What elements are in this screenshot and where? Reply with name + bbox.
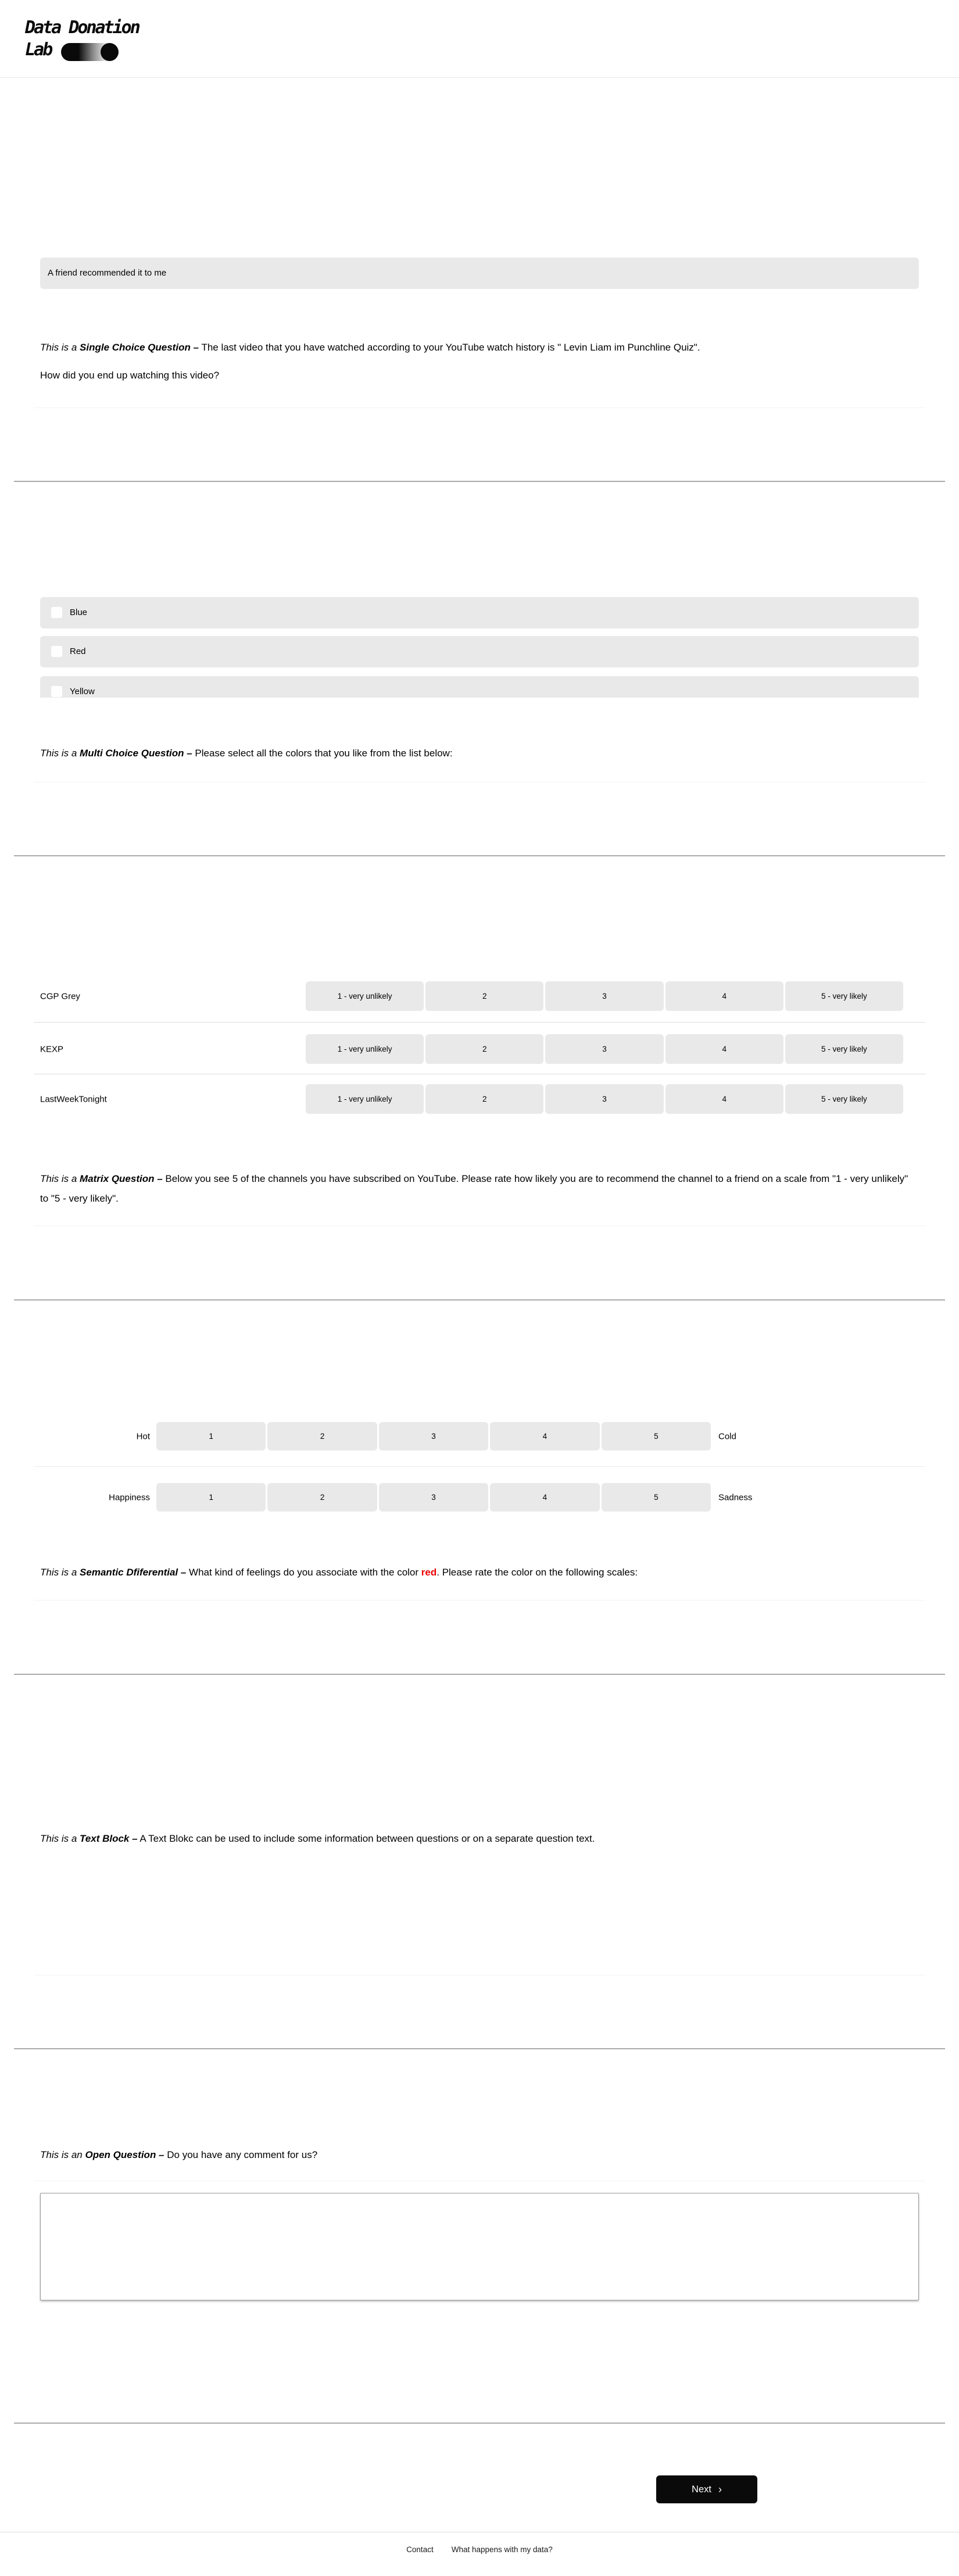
semantic-scale-button-5[interactable]: 5 xyxy=(602,1483,711,1512)
matrix-row-divider xyxy=(34,1022,925,1023)
single-choice-option[interactable] xyxy=(40,258,919,289)
toggle-switch-icon xyxy=(61,43,119,61)
next-button[interactable] xyxy=(656,2475,757,2503)
section-separator xyxy=(14,2048,945,2049)
matrix-question-text: This is a Matrix Question – Below you see 5 of the channels you have subscribed on YouTube. Please rate how likely you are to recommend the channel to a friend on a scale from "1 - very unlikely" to "5 - very likely". xyxy=(40,1173,908,1204)
section-separator xyxy=(14,1299,945,1300)
section-separator xyxy=(14,855,945,856)
section-separator xyxy=(14,2423,945,2424)
semantic-scale-button-1[interactable]: 1 xyxy=(156,1483,266,1512)
semantic-scale-button-3[interactable]: 3 xyxy=(379,1483,488,1512)
multi-choice-option-yellow[interactable] xyxy=(40,676,919,698)
question-hairline xyxy=(34,782,925,783)
matrix-scale-button-3[interactable]: 3 xyxy=(545,1034,663,1064)
semantic-question-text: This is a Semantic Dfiferential – What kind of feelings do you associate with the color red. Please rate the color on the following scales: xyxy=(40,1567,638,1578)
header-divider xyxy=(0,77,959,78)
semantic-row-divider xyxy=(34,1466,925,1467)
section-separator xyxy=(14,481,945,482)
text-block: This is a Text Block – A Text Blokc can be used to include some information between questions or on a separate question text. xyxy=(40,1833,595,1844)
matrix-scale-button-2[interactable]: 2 xyxy=(425,981,543,1011)
semantic-scale-button-2[interactable]: 2 xyxy=(267,1422,377,1450)
contact-link[interactable]: Contact xyxy=(406,2545,434,2554)
semantic-scale-button-4[interactable]: 4 xyxy=(490,1483,599,1512)
semantic-scale-button-5[interactable]: 5 xyxy=(602,1422,711,1450)
semantic-row-happiness-sadness xyxy=(40,1483,919,1512)
matrix-row-kexp xyxy=(40,1034,919,1064)
option-label: Red xyxy=(70,646,86,656)
matrix-scale-button-5[interactable]: 5 - very likely xyxy=(785,981,903,1011)
chevron-right-icon: › xyxy=(718,2484,722,2495)
checkbox[interactable] xyxy=(51,646,62,657)
matrix-scale-button-4[interactable]: 4 xyxy=(665,1034,783,1064)
matrix-scale-button-5[interactable]: 5 - very likely xyxy=(785,1034,903,1064)
footer xyxy=(0,2545,959,2554)
checkbox[interactable] xyxy=(51,686,62,697)
matrix-row-label: KEXP xyxy=(40,1044,64,1054)
matrix-scale-button-2[interactable]: 2 xyxy=(425,1034,543,1064)
matrix-scale-button-3[interactable]: 3 xyxy=(545,1084,663,1114)
comment-textarea[interactable] xyxy=(40,2193,919,2300)
multi-choice-option-blue[interactable] xyxy=(40,597,919,628)
matrix-scale-button-5[interactable]: 5 - very likely xyxy=(785,1084,903,1114)
logo-line1: Data Donation xyxy=(25,17,139,38)
semantic-scale-button-4[interactable]: 4 xyxy=(490,1422,599,1450)
semantic-left-label: Hot xyxy=(136,1431,150,1441)
matrix-row-lastweektonight xyxy=(40,1084,919,1114)
logo-line2: Lab xyxy=(25,39,52,60)
matrix-row-cgp-grey xyxy=(40,981,919,1011)
matrix-scale-button-4[interactable]: 4 xyxy=(665,1084,783,1114)
semantic-scale-button-3[interactable]: 3 xyxy=(379,1422,488,1450)
toggle-knob-icon xyxy=(101,43,119,61)
section-separator xyxy=(14,1674,945,1675)
next-button-label: Next xyxy=(692,2484,711,2495)
multi-choice-question-text: This is a Multi Choice Question – Please select all the colors that you like from the list below: xyxy=(40,748,453,759)
matrix-scale-button-1[interactable]: 1 - very unlikely xyxy=(306,981,424,1011)
semantic-row-hot-cold xyxy=(40,1422,919,1450)
option-label: A friend recommended it to me xyxy=(48,268,167,278)
single-choice-prompt: How did you end up watching this video? xyxy=(40,370,220,381)
matrix-scale-button-3[interactable]: 3 xyxy=(545,981,663,1011)
open-question-text: This is an Open Question – Do you have any comment for us? xyxy=(40,2149,318,2160)
single-choice-question-text: This is a Single Choice Question – The last video that you have watched according to your YouTube watch history is " Levin Liam im Punchline Quiz". xyxy=(40,342,700,353)
option-label: Blue xyxy=(70,608,88,617)
semantic-left-label: Happiness xyxy=(109,1492,150,1502)
matrix-row-label: CGP Grey xyxy=(40,991,80,1001)
matrix-scale-button-4[interactable]: 4 xyxy=(665,981,783,1011)
semantic-right-label: Sadness xyxy=(718,1492,753,1502)
semantic-scale-button-2[interactable]: 2 xyxy=(267,1483,377,1512)
option-label: Yellow xyxy=(70,687,95,696)
data-info-link[interactable]: What happens with my data? xyxy=(451,2545,553,2554)
logo[interactable] xyxy=(25,17,139,61)
semantic-right-label: Cold xyxy=(718,1431,736,1441)
matrix-scale-button-1[interactable]: 1 - very unlikely xyxy=(306,1034,424,1064)
checkbox[interactable] xyxy=(51,607,62,618)
matrix-scale-button-1[interactable]: 1 - very unlikely xyxy=(306,1084,424,1114)
red-color-word: red xyxy=(421,1567,437,1578)
matrix-scale-button-2[interactable]: 2 xyxy=(425,1084,543,1114)
matrix-row-label: LastWeekTonight xyxy=(40,1094,107,1104)
multi-choice-option-red[interactable] xyxy=(40,636,919,667)
semantic-scale-button-1[interactable]: 1 xyxy=(156,1422,266,1450)
